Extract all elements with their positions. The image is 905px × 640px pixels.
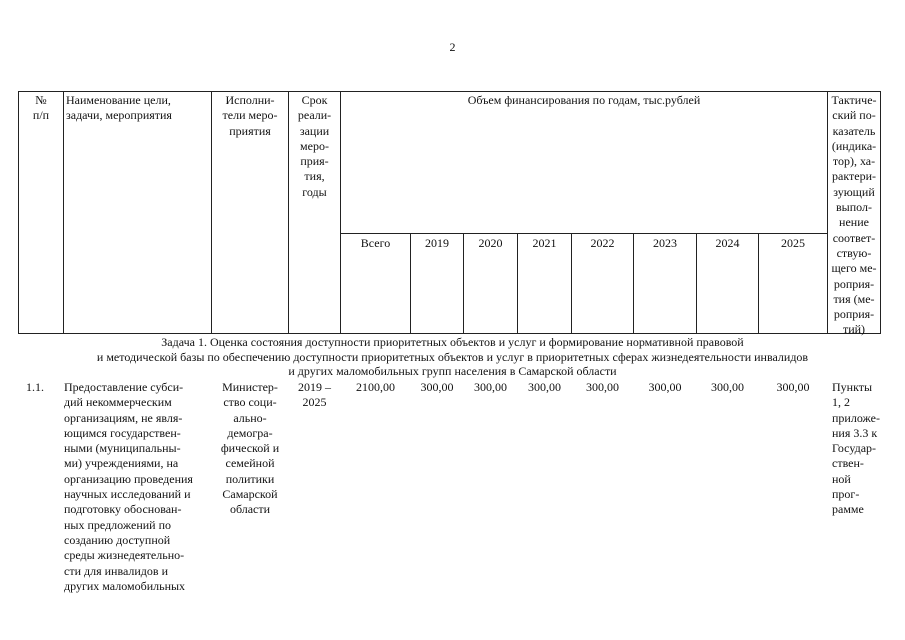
row-value-2024: 300,00 — [711, 380, 744, 394]
year-header-2021: 2021 — [532, 236, 557, 250]
year-header-2019: 2019 — [425, 236, 449, 250]
header-executor: Исполни- тели меро- приятия — [222, 93, 278, 138]
year-header-2023: 2023 — [653, 236, 677, 250]
row-indicator: Пункты 1, 2 приложе- ния 3.3 к Государ- ствен- ной прог- рамме — [832, 380, 880, 517]
table-top-border — [18, 91, 880, 92]
header-funding: Объем финансирования по годам, тыс.рублей — [467, 93, 701, 107]
row-value-2020: 300,00 — [474, 380, 507, 394]
row-value-2022: 300,00 — [586, 380, 619, 394]
row-value-2023: 300,00 — [648, 380, 682, 394]
row-value-2025: 300,00 — [776, 380, 810, 394]
task-line-3: и других маломобильных групп населения в Самарской области — [288, 364, 617, 378]
grid-line — [340, 91, 341, 334]
row-value-total: 2100,00 — [356, 380, 395, 394]
table-bottom-border — [18, 333, 880, 334]
grid-line — [18, 91, 19, 334]
page-number: 2 — [449, 40, 456, 54]
grid-line — [63, 91, 64, 334]
task-heading — [40, 335, 865, 379]
row-executor: Министер- ство соци- ально- демогра- фической и семейной политики Самарской области — [220, 380, 280, 517]
grid-line — [880, 91, 881, 334]
row-value-2021: 300,00 — [528, 380, 561, 394]
header-indicator: Тактиче- ский по- казатель (индика- тор), ха- рактери- зующий выпол- нение соответ- ствую- щего ме- роприя- тия (ме- роприя- тий) — [831, 93, 877, 337]
header-term: Срок реали- зации меро- прия- тия, годы — [297, 93, 332, 199]
year-header-total: Всего — [360, 236, 391, 250]
year-header-2020: 2020 — [478, 236, 503, 250]
year-header-2022: 2022 — [590, 236, 615, 250]
row-value-2019: 300,00 — [420, 380, 454, 394]
header-name: Наименование цели, задачи, мероприятия — [66, 93, 172, 123]
header-num: № п/п — [32, 93, 50, 123]
year-header-2025: 2025 — [781, 236, 805, 250]
row-number: 1.1. — [26, 380, 44, 394]
task-line-2: и методической базы по обеспечению доступности приоритетных объектов и услуг в приоритетных сферах жизнедеятельности инвалидов — [96, 349, 809, 364]
years-divider — [340, 233, 827, 234]
row-name: Предоставление субси- дий некоммерческим организациям, не явля- ющимся государствен- ными (муниципальны- ми) учреждениями, на организацию проведения научных исследований и подготовку обоснован- ных предложений по созданию доступной среды жизнедеятельно- сти для инвалидов и других маломобильных — [64, 380, 193, 593]
task-line-1: Задача 1. Оценка состояния доступности приоритетных объектов и услуг и формирование нормативной правовой — [161, 335, 744, 349]
row-term: 2019 – 2025 — [298, 380, 331, 410]
year-header-2024: 2024 — [715, 236, 740, 250]
